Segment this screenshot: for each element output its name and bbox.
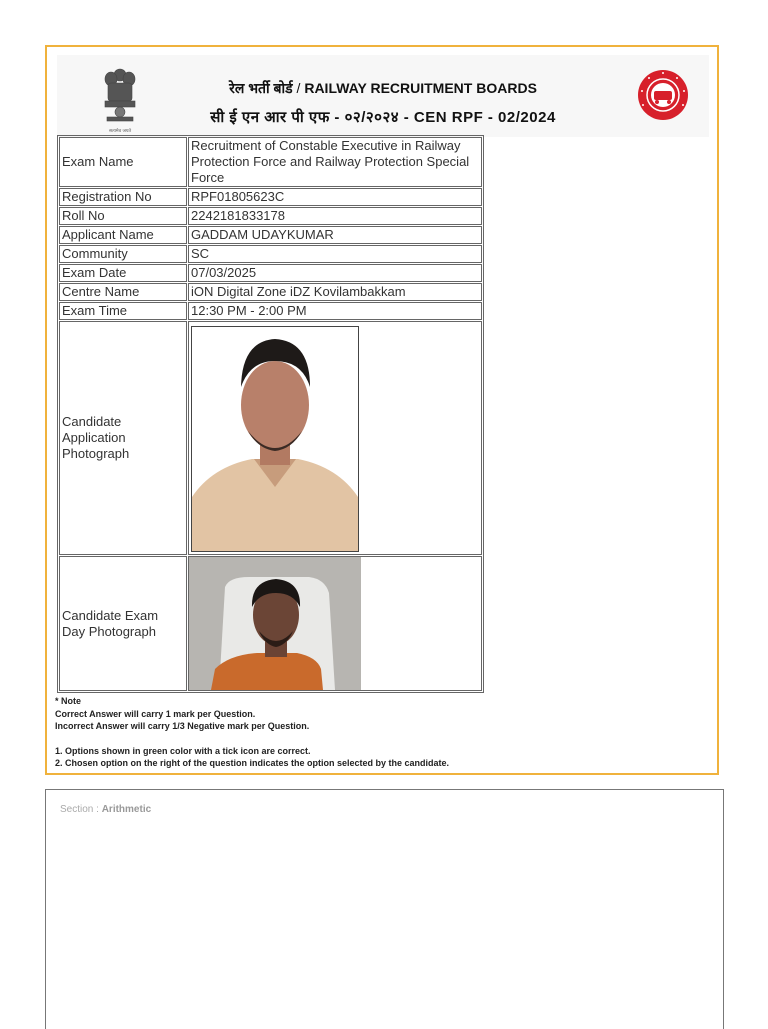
note-item: 1. Options shown in green color with a tick icon are correct. <box>55 745 311 756</box>
candidate-exam-day-photo <box>189 557 361 690</box>
section-label: Section : <box>60 804 99 815</box>
table-row <box>59 264 482 282</box>
title-hindi: रेल भर्ती बोर्ड <box>229 80 293 96</box>
person-photo-icon <box>189 557 361 690</box>
table-row <box>59 226 482 244</box>
candidate-details-table <box>57 135 484 693</box>
table-row <box>59 188 482 206</box>
applicant-name-label: Applicant Name <box>59 226 187 244</box>
exam-time-value: 12:30 PM - 2:00 PM <box>188 302 482 320</box>
exam-time-label: Exam Time <box>59 302 187 320</box>
note-heading: * Note <box>55 696 82 706</box>
exam-date-value: 07/03/2025 <box>188 264 482 282</box>
exam-date-label: Exam Date <box>59 264 187 282</box>
page-subtitle: सी ई एन आर पी एफ - ०२/२०२४ - CEN RPF - 02/2024 <box>210 109 556 126</box>
note-line: Correct Answer will carry 1 mark per Question. <box>55 708 256 719</box>
application-photo-label: Candidate Application Photograph <box>59 321 187 555</box>
exam-notes <box>55 695 695 770</box>
table-row <box>59 302 482 320</box>
section-card <box>45 789 724 1029</box>
community-label: Community <box>59 245 187 263</box>
emblem-caption: सत्यमेव जयते <box>108 129 132 134</box>
table-row <box>59 283 482 301</box>
table-row <box>59 321 482 555</box>
section-header <box>60 804 151 815</box>
indian-railways-logo-icon <box>637 69 689 121</box>
candidate-application-photo <box>191 326 359 552</box>
table-row <box>59 245 482 263</box>
note-item: 2. Chosen option on the right of the question indicates the option selected by the candidate. <box>55 758 450 768</box>
registration-no-value: RPF01805623C <box>188 188 482 206</box>
exam-day-photo-label: Candidate Exam Day Photograph <box>59 556 187 691</box>
table-row <box>59 207 482 225</box>
applicant-name-value: GADDAM UDAYKUMAR <box>188 226 482 244</box>
page-title <box>57 79 709 98</box>
title-english: RAILWAY RECRUITMENT BOARDS <box>304 80 537 96</box>
section-name: Arithmetic <box>101 804 152 815</box>
exam-name-value: Recruitment of Constable Executive in Railway Protection Force and Railway Protection Special Force <box>188 137 482 187</box>
exam-name-label: Exam Name <box>59 137 187 187</box>
title-separator: / <box>296 80 301 96</box>
scorecard-card <box>45 45 719 775</box>
roll-no-value: 2242181833178 <box>188 207 482 225</box>
registration-no-label: Registration No <box>59 188 187 206</box>
centre-name-value: iON Digital Zone iDZ Kovilambakkam <box>188 283 482 301</box>
table-row <box>59 137 482 187</box>
header-banner <box>57 55 709 137</box>
roll-no-label: Roll No <box>59 207 187 225</box>
community-value: SC <box>188 245 482 263</box>
person-photo-icon <box>192 327 358 551</box>
note-line: Incorrect Answer will carry 1/3 Negative mark per Question. <box>55 721 310 731</box>
table-row <box>59 556 482 691</box>
centre-name-label: Centre Name <box>59 283 187 301</box>
